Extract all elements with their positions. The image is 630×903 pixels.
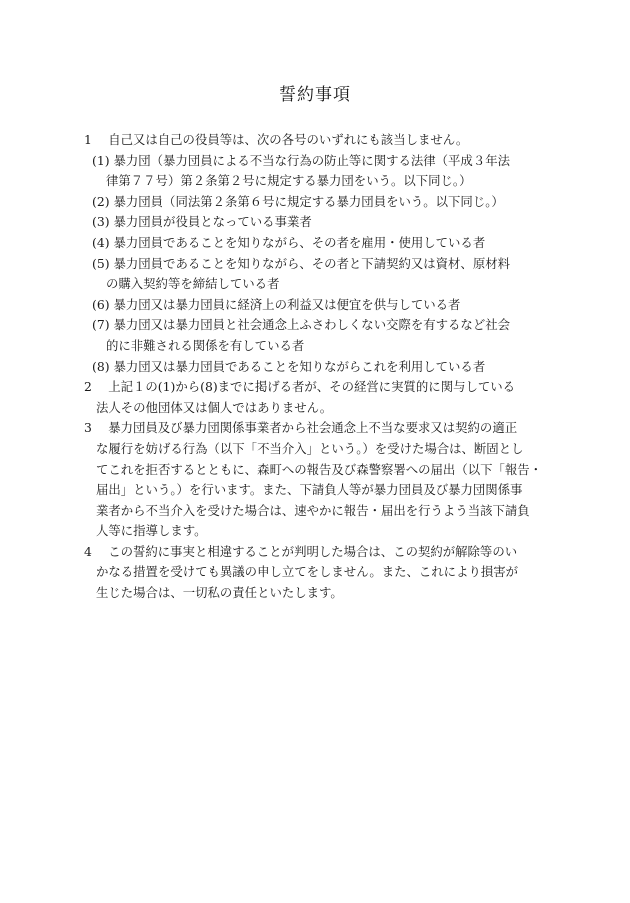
text-line: (4) 暴力団員であることを知りながら、その者を雇用・使用している者 [92, 234, 486, 250]
text-line: (1) 暴力団（暴力団員による不当な行為の防止等に関する法律（平成３年法 [92, 152, 510, 168]
text-line: (5) 暴力団員であることを知りながら、その者と下請契約又は資材、原材料 [92, 255, 510, 271]
text-line: (6) 暴力団又は暴力団員に経済上の利益又は便宜を供与している者 [92, 296, 461, 312]
text-line: (3) 暴力団員が役員となっている事業者 [92, 214, 312, 230]
document-body [84, 130, 554, 604]
text-line: 1 自己又は自己の役員等は、次の各号のいずれにも該当しません。 [84, 132, 469, 147]
text-line: (7) 暴力団又は暴力団員と社会通念上ふさわしくない交際を有するなど社会 [92, 317, 510, 333]
text-line: 業者から不当介入を受けた場合は、速やかに報告・届出を行うよう当該下請負 [96, 502, 530, 518]
text-line: 生じた場合は、一切私の責任といたします。 [96, 585, 343, 601]
document-title: 誓約事項 [279, 85, 351, 105]
text-line: 4 この誓約に事実と相違することが判明した場合は、この契約が解除等のい [84, 543, 518, 559]
text-line: の購入契約等を締結している者 [106, 276, 280, 292]
text-line: 届出」という。）を行います。また、下請負人等が暴力団員及び暴力団関係事 [96, 482, 523, 498]
text-line: 律第７７号）第２条第２号に規定する暴力団をいう。以下同じ。） [106, 173, 472, 189]
text-line: 人等に指導します。 [96, 523, 207, 539]
text-line: てこれを拒否するとともに、森町への報告及び森警察署への届出（以下「報告・ [96, 461, 543, 477]
text-line: (8) 暴力団又は暴力団員であることを知りながらこれを利用している者 [92, 358, 486, 374]
text-line: 2 上記１の(1)から(8)までに掲げる者が、その経営に実質的に関与している [84, 379, 516, 395]
text-line: 3 暴力団員及び暴力団関係事業者から社会通念上不当な要求又は契約の適正 [84, 420, 518, 436]
text-line: 法人その他団体又は個人ではありません。 [96, 399, 333, 415]
text-line: かなる措置を受けても異議の申し立てをしません。また、これにより損害が [96, 564, 519, 580]
text-line: な履行を妨げる行為（以下「不当介入」という。）を受けた場合は、断固とし [96, 440, 524, 456]
text-line: 的に非難される関係を有している者 [106, 337, 305, 353]
text-line: (2) 暴力団員（同法第２条第６号に規定する暴力団員をいう。以下同じ。） [92, 193, 504, 209]
